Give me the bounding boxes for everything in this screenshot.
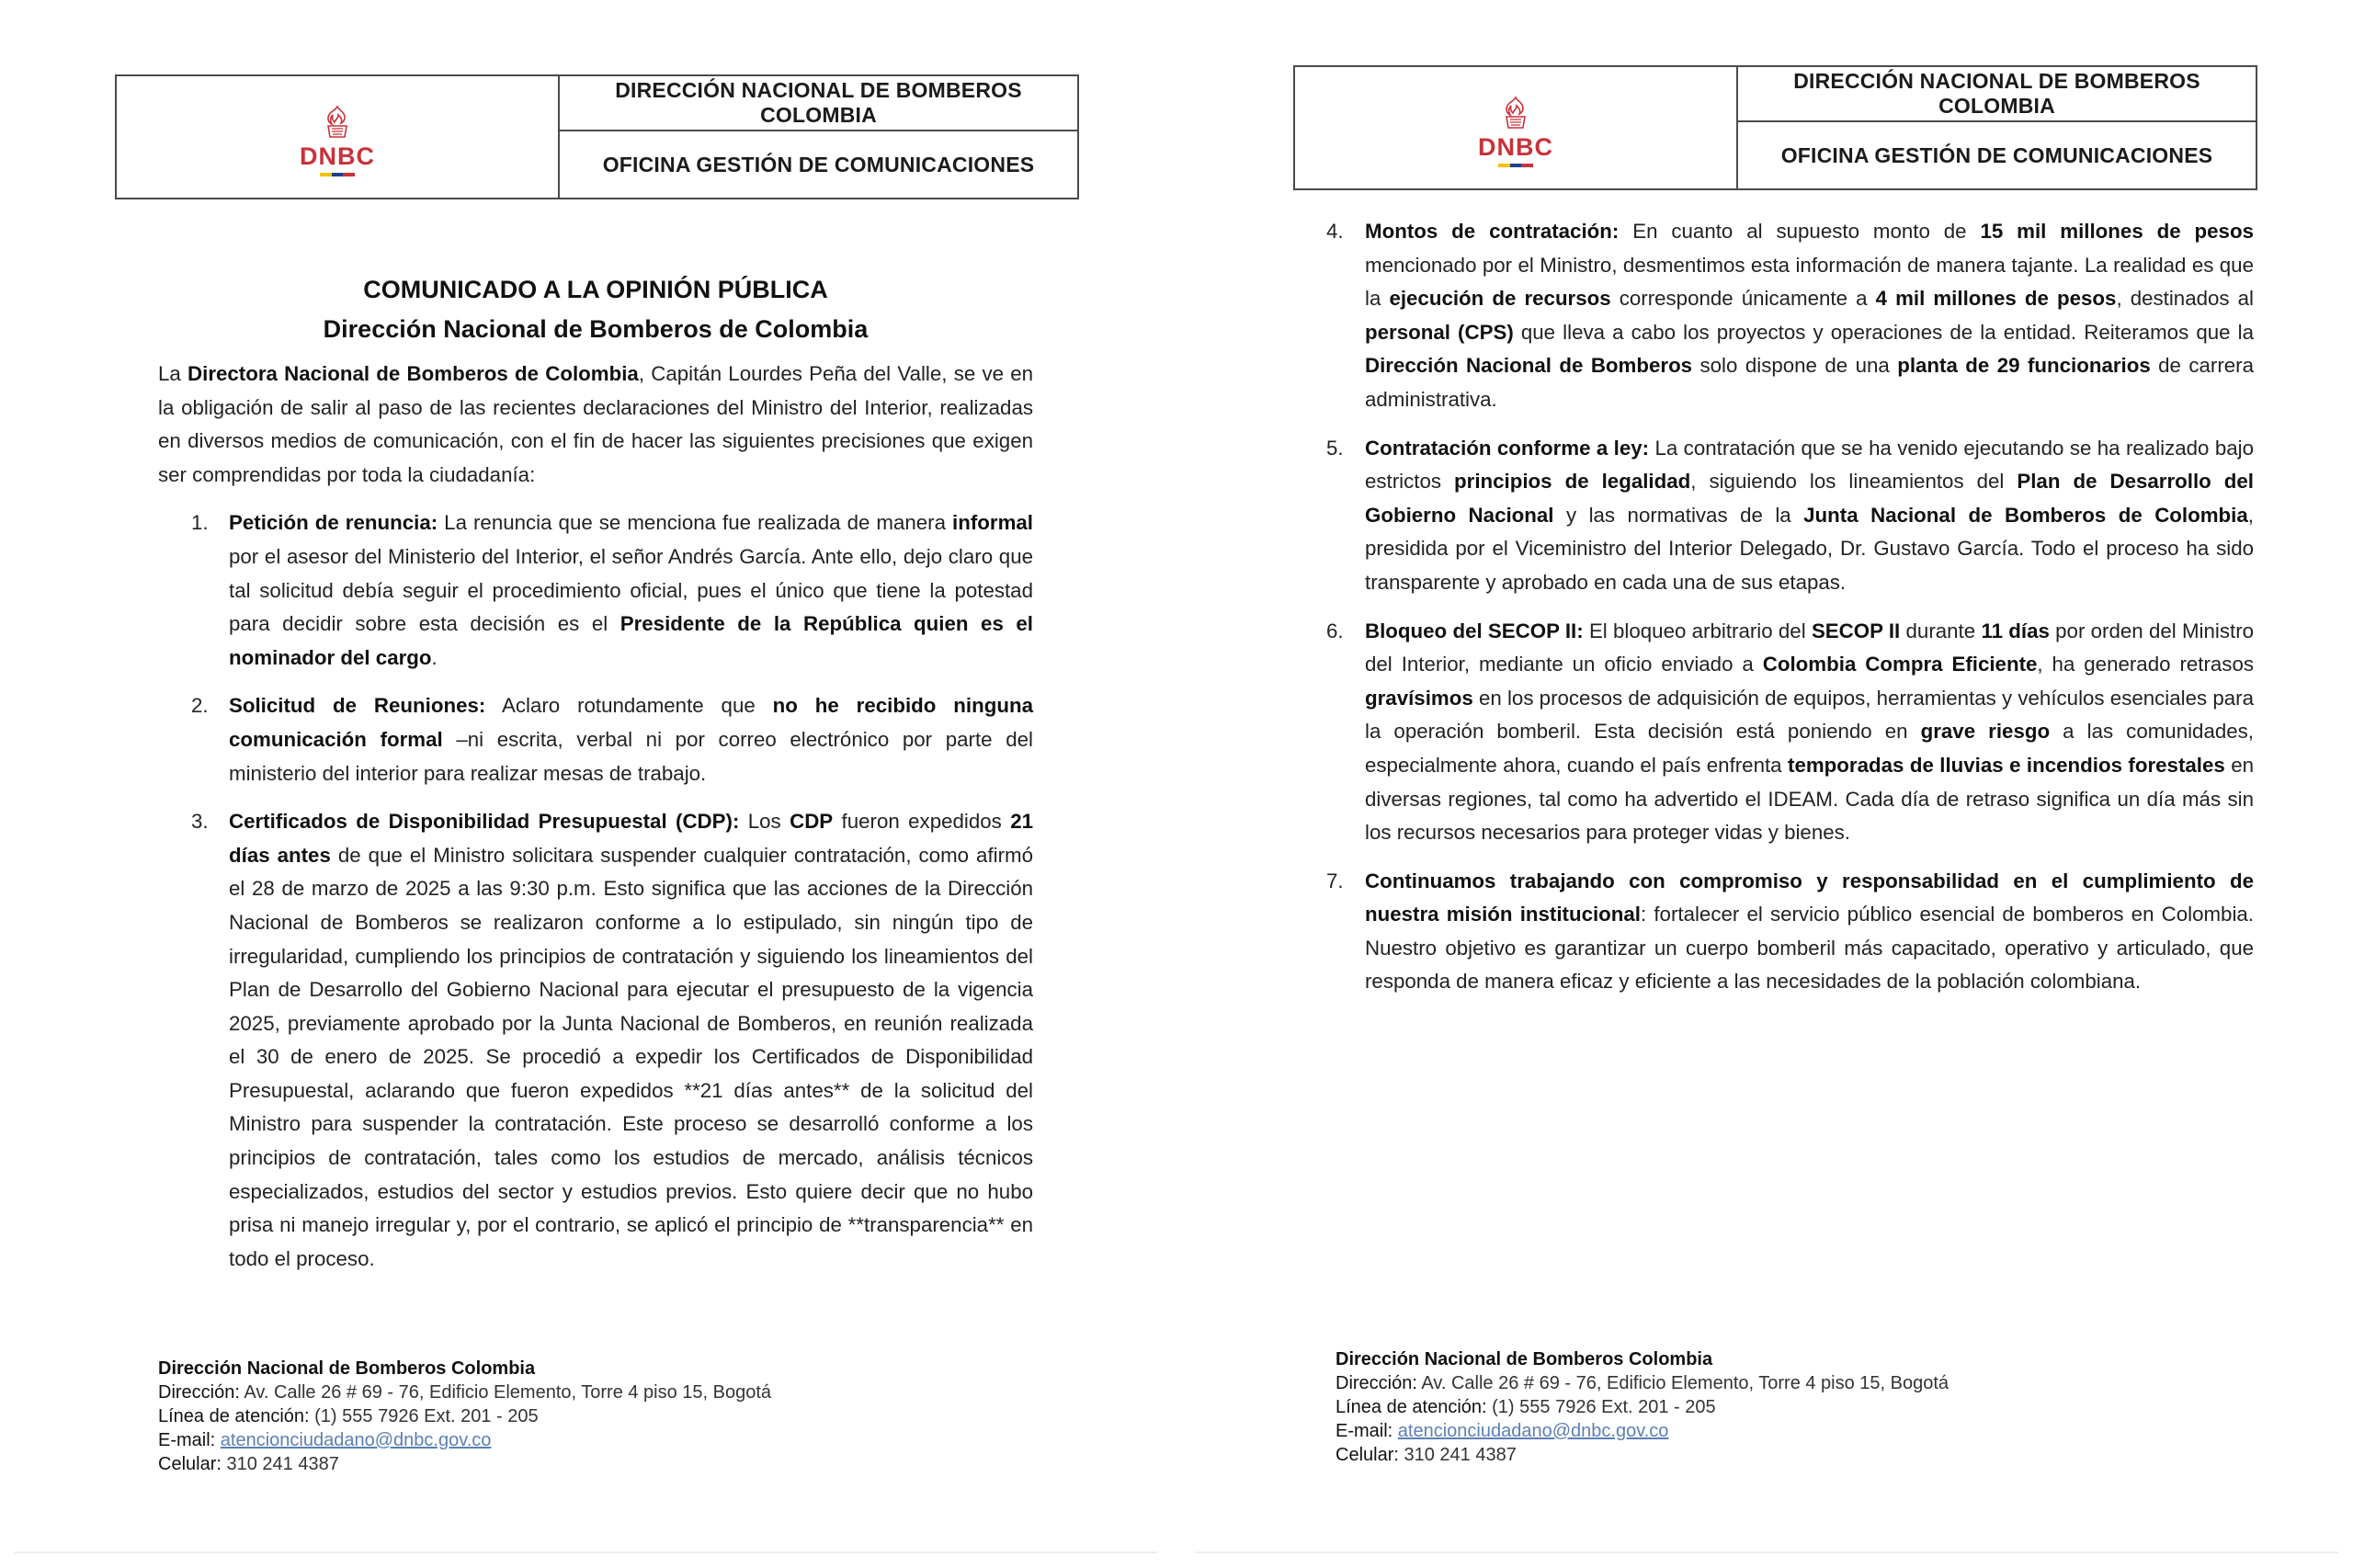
office-name: OFICINA GESTIÓN DE COMUNICACIONES	[1780, 142, 2213, 167]
flag-stripe	[1498, 164, 1533, 167]
list-item	[1293, 865, 2254, 999]
list-item-text: Solicitud de Reuniones: Aclaro rotundamente que no he recibido ninguna comunicación formal –ni escrita, verbal ni por correo electrónico por parte del ministerio del interior para realizar mesas de trabajo.	[229, 694, 1033, 785]
footer-title: Dirección Nacional de Bomberos Colombia	[1336, 1349, 1713, 1369]
footer-address: Dirección: Av. Calle 26 # 69 - 76, Edificio Elemento, Torre 4 piso 15, Bogotá	[158, 1382, 772, 1403]
footer-email: E-mail: atencionciudadano@dnbc.gov.co	[1336, 1421, 1669, 1441]
document-subtitle: Dirección Nacional de Bomberos de Colombia	[323, 315, 869, 343]
list-item-text: Bloqueo del SECOP II: El bloqueo arbitrario del SECOP II durante 11 días por orden del Ministro del Interior, mediante un oficio enviado a Colombia Compra Eficiente, ha generado retrasos gravísimos en los procesos de adquisición de equipos, herramientas y vehículos esenciales para la operación bomberil. Esta decisión está poniendo en grave riesgo a las comunidades, especialmente ahora, cuando el país enfrenta temporadas de lluvias e incendios forestales en diversas regiones, tal como ha advertido el IDEAM. Cada día de retraso significa un día más sin los recursos necesarios para proteger vidas y bienes.	[1365, 619, 2255, 845]
page-2-body	[1293, 215, 2254, 1014]
list-item	[158, 506, 1033, 675]
page-divider	[1196, 1551, 2338, 1553]
org-name: DIRECCIÓN NACIONAL DE BOMBEROS COLOMBIA	[1738, 67, 2256, 122]
email-link[interactable]: atencionciudadano@dnbc.gov.co	[220, 1430, 492, 1450]
list-item-number: 4.	[1326, 220, 1344, 243]
statement-list	[158, 506, 1033, 1276]
logo-text: DNBC	[1478, 133, 1553, 161]
list-item-number: 5.	[1326, 436, 1344, 460]
logo-cell	[1295, 67, 1738, 188]
footer-title: Dirección Nacional de Bomberos Colombia	[158, 1358, 536, 1379]
office-name: OFICINA GESTIÓN DE COMUNICACIONES	[602, 152, 1035, 176]
list-item-number: 1.	[191, 511, 209, 535]
list-item	[1293, 432, 2254, 600]
logo-cell	[117, 76, 560, 198]
dnbc-logo	[1472, 95, 1560, 167]
list-item-text: Contratación conforme a ley: La contratación que se ha venido ejecutando se ha realizado bajo estrictos principios de legalidad, siguiendo los lineamientos del Plan de Desarrollo del Gobierno Nacional y las normativas de la Junta Nacional de Bomberos de Colombia, presidida por el Viceministro del Interior Delegado, Dr. Gustavo García. Todo el proceso ha sido transparente y aprobado en cada una de sus etapas.	[1365, 436, 2254, 594]
page-divider	[15, 1551, 1157, 1553]
list-item-text: Continuamos trabajando con compromiso y responsabilidad en el cumplimiento de nuestra misión institucional: fortalecer el servicio público esencial de bomberos en Colombia. Nuestro objetivo es garantizar un cuerpo bomberil más capacitado, operativo y articulado, que responda de manera eficaz y eficiente a las necesidades de la población colombiana.	[1365, 869, 2254, 994]
footer-phone: Línea de atención: (1) 555 7926 Ext. 201 - 205	[158, 1406, 539, 1426]
list-item-number: 2.	[191, 694, 209, 718]
org-name: DIRECCIÓN NACIONAL DE BOMBEROS COLOMBIA	[560, 76, 1077, 131]
logo-text: DNBC	[300, 142, 375, 170]
page-1-body	[158, 270, 1033, 1290]
list-item-text: Certificados de Disponibilidad Presupuestal (CDP): Los CDP fueron expedidos 21 días antes de que el Ministro solicitara suspender cualquier contratación, como afirmó el 28 de marzo de 2025 a las 9:30 p.m. Esto significa que las acciones de la Dirección Nacional de Bomberos se realizaron conforme a lo estipulado, sin ningún tipo de irregularidad, cumpliendo los principios de contratación y siguiendo los lineamientos del Plan de Desarrollo del Gobierno Nacional para ejecutar el presupuesto de la vigencia 2025, previamente aprobado por la Junta Nacional de Bomberos, en reunión realizada el 30 de enero de 2025. Se procedió a expedir los Certificados de Disponibilidad Presupuestal, aclarando que fueron expedidos **21 días antes** de la solicitud del Ministro para suspender la contratación. Este proceso se desarrolló conforme a los principios de contratación, tales como los estudios de mercado, análisis técnicos especializados, estudios del sector y estudios previos. Esto quiere decir que no hubo prisa ni manejo irregular y, por el contrario, se aplicó el principio de **transparencia** en todo el proceso.	[229, 810, 1034, 1270]
footer-contact	[158, 1357, 771, 1476]
intro-paragraph: La Directora Nacional de Bomberos de Colombia, Capitán Lourdes Peña del Valle, se ve en la obligación de salir al paso de las recientes declaraciones del Ministro del Interior, realizadas en diversos medios de comunicación, con el fin de hacer las siguientes precisiones que exigen ser comprendidas por toda la ciudadanía:	[158, 362, 1034, 486]
list-item	[1293, 215, 2254, 417]
footer-phone: Línea de atención: (1) 555 7926 Ext. 201 - 205	[1336, 1397, 1716, 1417]
footer-cell: Celular: 310 241 4387	[158, 1454, 339, 1474]
list-item-number: 6.	[1326, 619, 1344, 642]
document-title: COMUNICADO A LA OPINIÓN PÚBLICA	[363, 276, 828, 303]
list-item	[158, 689, 1033, 790]
document-page-2	[1181, 0, 2353, 1568]
footer-contact-page-2	[1336, 1347, 1949, 1467]
letterhead	[115, 74, 1079, 199]
document-page-1	[0, 0, 1172, 1568]
footer-email: E-mail: atencionciudadano@dnbc.gov.co	[158, 1430, 492, 1450]
statement-list	[1293, 215, 2254, 999]
fire-emblem-icon	[1497, 95, 1534, 131]
list-item-text: Petición de renuncia: La renuncia que se menciona fue realizada de manera informal por el asesor del Ministerio del Interior, el señor Andrés García. Ante ello, dejo claro que tal solicitud debía seguir el procedimiento oficial, pues el único que tiene la potestad para decidir sobre esta decisión es el Presidente de la República quien es el nominador del cargo.	[229, 511, 1033, 669]
flag-stripe	[320, 173, 355, 176]
list-item-text: Montos de contratación: En cuanto al supuesto monto de 15 mil millones de pesos mencionado por el Ministro, desmentimos esta información de manera tajante. La realidad es que la ejecución de recursos corresponde únicamente a 4 mil millones de pesos, destinados al personal (CPS) que lleva a cabo los proyectos y operaciones de la entidad. Reiteramos que la Dirección Nacional de Bomberos solo dispone de una planta de 29 funcionarios de carrera administrativa.	[1365, 220, 2255, 411]
footer-address: Dirección: Av. Calle 26 # 69 - 76, Edificio Elemento, Torre 4 piso 15, Bogotá	[1336, 1373, 1949, 1393]
email-link[interactable]: atencionciudadano@dnbc.gov.co	[1397, 1421, 1669, 1441]
footer-cell: Celular: 310 241 4387	[1336, 1445, 1517, 1465]
list-item-number: 7.	[1326, 869, 1344, 892]
list-item	[1293, 615, 2254, 850]
dnbc-logo	[293, 104, 381, 176]
list-item	[158, 805, 1033, 1276]
letterhead	[1293, 65, 2257, 190]
list-item-number: 3.	[191, 810, 209, 834]
fire-emblem-icon	[319, 104, 356, 141]
